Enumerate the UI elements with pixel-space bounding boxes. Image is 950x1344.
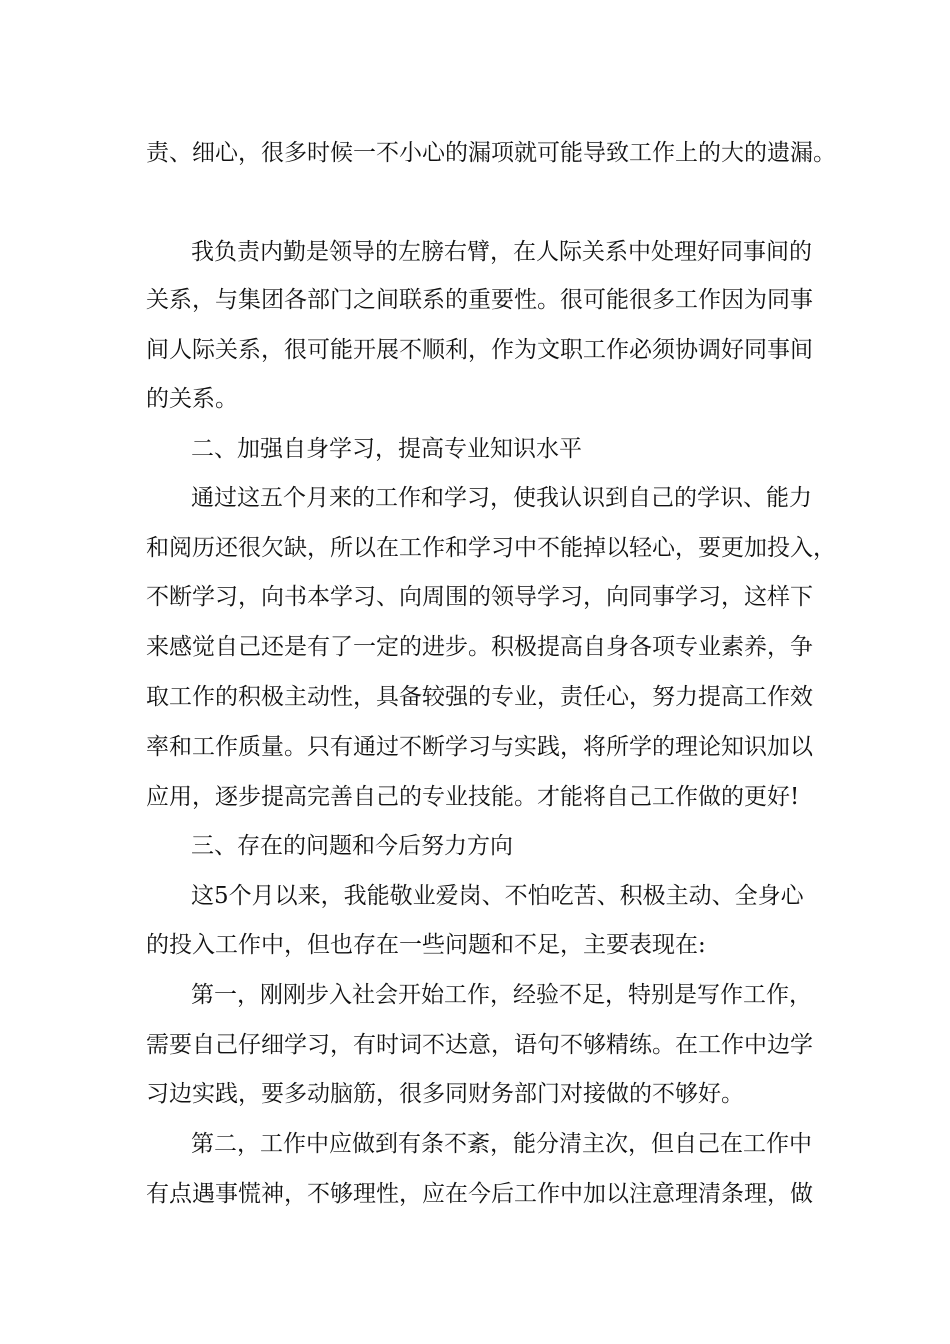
text-line-15: 这5个月以来，我能敬业爱岗、不怕吃苦、积极主动、全身心 <box>191 883 804 909</box>
text-line-18: 需要自己仔细学习，有时词不达意，语句不够精练。在工作中边学 <box>146 1032 813 1058</box>
section-heading-3: 三、存在的问题和今后努力方向 <box>191 833 513 859</box>
text-line-1: 责、细心，很多时候一不小心的漏项就可能导致工作上的大的遗漏。 <box>146 140 836 166</box>
text-line-11: 取工作的积极主动性，具备较强的专业，责任心，努力提高工作效 <box>146 684 813 710</box>
text-line-3: 关系，与集团各部门之间联系的重要性。很可能很多工作因为同事 <box>146 287 813 313</box>
text-line-12: 率和工作质量。只有通过不断学习与实践，将所学的理论知识加以 <box>146 734 813 760</box>
text-line-20: 第二，工作中应做到有条不紊，能分清主次，但自己在工作中 <box>191 1131 812 1157</box>
section-heading-2: 二、加强自身学习，提高专业知识水平 <box>191 436 582 462</box>
text-line-8: 和阅历还很欠缺，所以在工作和学习中不能掉以轻心，要更加投入， <box>146 535 836 561</box>
text-line-21: 有点遇事慌神，不够理性，应在今后工作中加以注意理清条理，做 <box>146 1181 813 1207</box>
text-line-9: 不断学习，向书本学习、向周围的领导学习，向同事学习，这样下 <box>146 584 813 610</box>
text-line-17: 第一，刚刚步入社会开始工作，经验不足，特别是写作工作， <box>191 982 812 1008</box>
text-line-10: 来感觉自己还是有了一定的进步。积极提高自身各项专业素养，争 <box>146 634 813 660</box>
text-line-7: 通过这五个月来的工作和学习，使我认识到自己的学识、能力 <box>191 485 812 511</box>
text-line-13: 应用，逐步提高完善自己的专业技能。才能将自己工作做的更好! <box>146 784 800 810</box>
text-line-5: 的关系。 <box>146 386 238 412</box>
text-line-2: 我负责内勤是领导的左膀右臂，在人际关系中处理好同事间的 <box>191 239 812 265</box>
text-line-16: 的投入工作中，但也存在一些问题和不足，主要表现在: <box>146 932 706 958</box>
text-line-19: 习边实践，要多动脑筋，很多同财务部门对接做的不够好。 <box>146 1081 744 1107</box>
text-line-4: 间人际关系，很可能开展不顺利，作为文职工作必须协调好同事间 <box>146 337 813 363</box>
